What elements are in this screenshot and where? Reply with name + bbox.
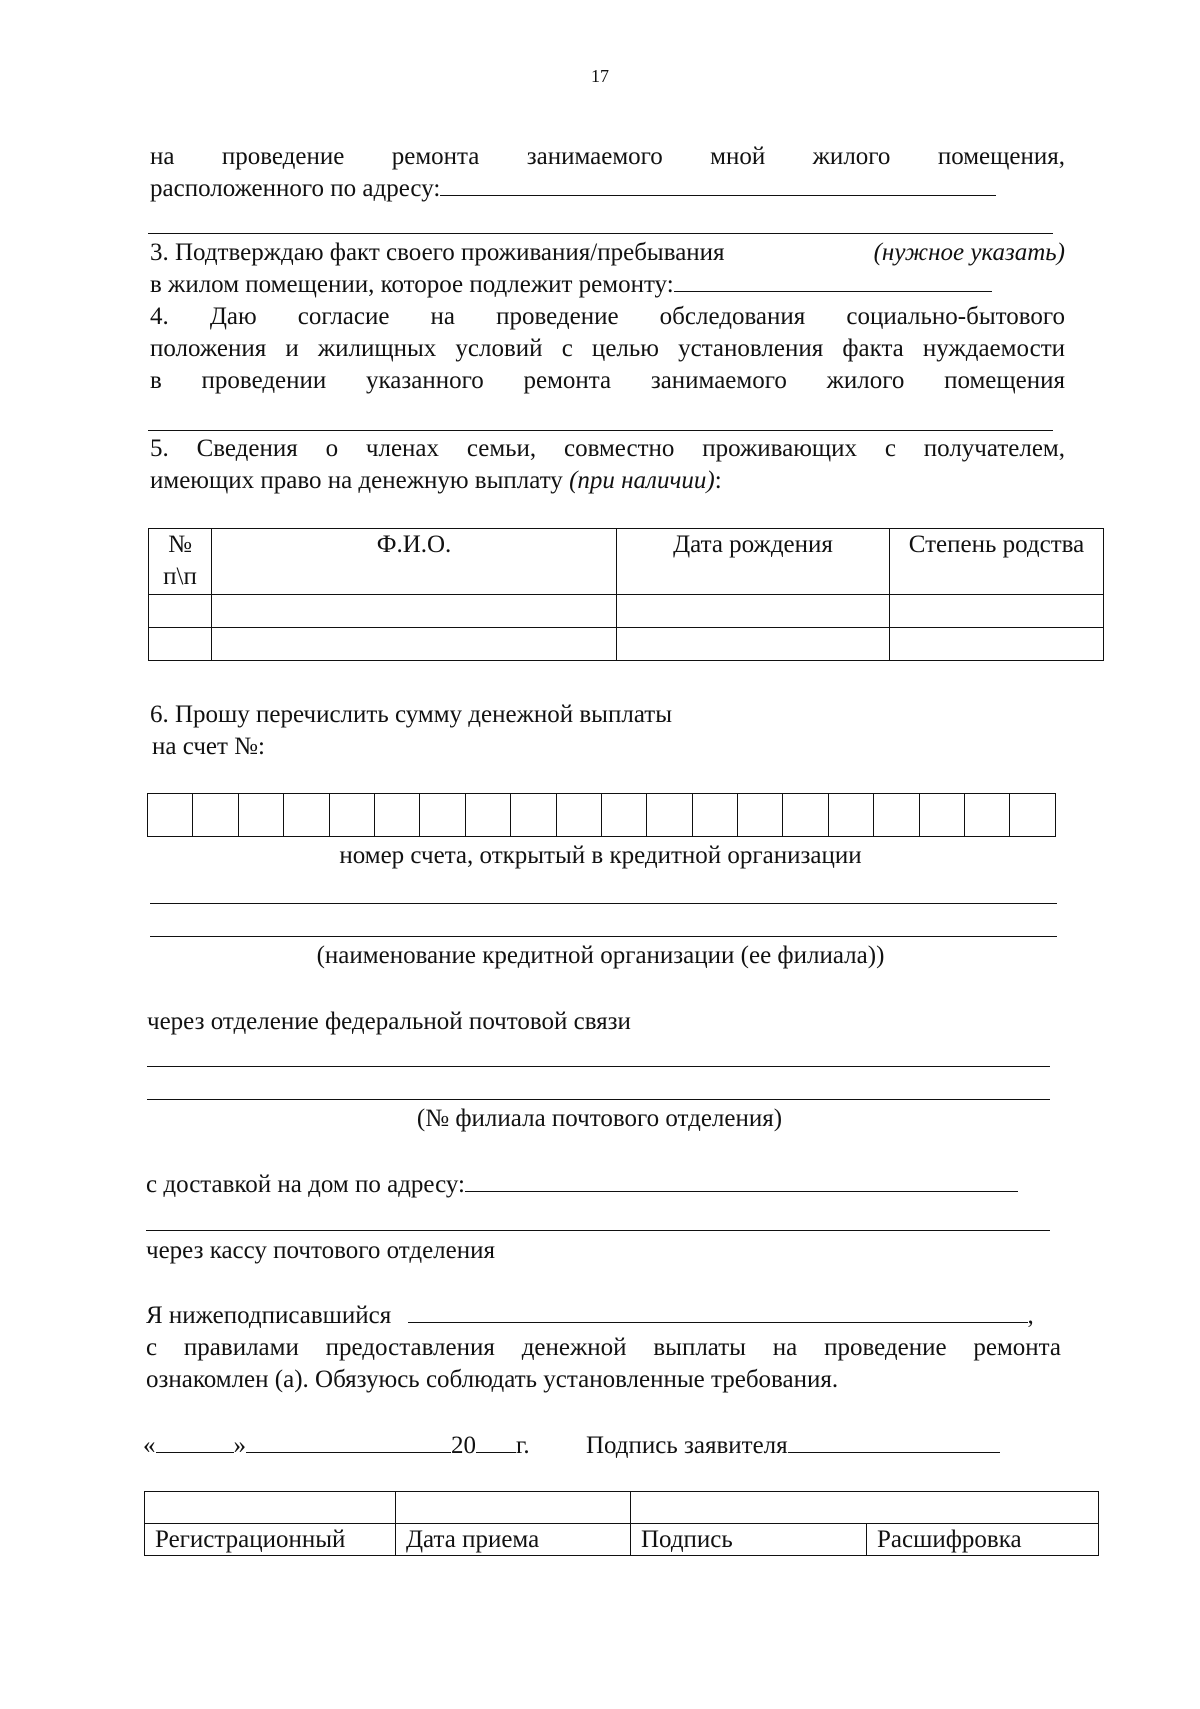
signed-line-2: с правилами предоставления денежной выплаты на проведение ремонта bbox=[146, 1334, 1061, 1361]
header-relationship: Степень родства bbox=[890, 529, 1104, 595]
item4-blank-line bbox=[148, 430, 1053, 431]
account-caption: номер счета, открытый в кредитной организации bbox=[339, 842, 862, 869]
cell[interactable] bbox=[145, 1492, 396, 1524]
family-members-table bbox=[148, 528, 1104, 661]
bank-name-line-1[interactable] bbox=[150, 903, 1057, 904]
page-number: 17 bbox=[591, 66, 609, 86]
family-table-header-row bbox=[149, 529, 1104, 595]
item5-colon: : bbox=[714, 467, 722, 494]
intro-line-1: на проведение ремонта занимаемого мной жилого помещения, bbox=[150, 143, 1065, 170]
cashdesk-label: через кассу почтового отделения bbox=[146, 1237, 495, 1264]
registration-table bbox=[144, 1491, 1099, 1556]
family-table-row bbox=[149, 595, 1104, 628]
address-blank-line-2 bbox=[148, 233, 1053, 234]
year-prefix: 20 bbox=[451, 1432, 476, 1459]
item4-line-1: 4. Даю согласие на проведение обследования социально-бытового bbox=[150, 303, 1065, 330]
header-birth-date: Дата рождения bbox=[617, 529, 890, 595]
delivery-row bbox=[146, 1169, 1061, 1201]
post-label: через отделение федеральной почтовой связи bbox=[147, 1008, 631, 1035]
item4-line-2: положения и жилищных условий с целью установления факта нуждаемости bbox=[150, 335, 1065, 362]
cell[interactable] bbox=[396, 1492, 631, 1524]
signed-comma: , bbox=[1027, 1302, 1034, 1329]
header-registration-number: Регистрационный bbox=[145, 1524, 396, 1556]
item6-line-2: на счет №: bbox=[152, 733, 265, 760]
cell[interactable] bbox=[149, 628, 212, 661]
header-fio: Ф.И.О. bbox=[212, 529, 617, 595]
date-close-quote: » bbox=[233, 1432, 246, 1459]
cell[interactable] bbox=[617, 595, 890, 628]
address-blank bbox=[440, 173, 996, 196]
post-line-2[interactable] bbox=[147, 1099, 1050, 1100]
delivery-address-blank[interactable] bbox=[465, 1169, 1018, 1192]
item5-text: имеющих право на денежную выплату bbox=[150, 467, 563, 494]
item5-italic: (при наличии) bbox=[569, 467, 715, 494]
delivery-label: с доставкой на дом по адресу: bbox=[146, 1171, 466, 1198]
signed-line-3: ознакомлен (а). Обязуюсь соблюдать установленные требования. bbox=[146, 1366, 839, 1393]
cell[interactable] bbox=[212, 595, 617, 628]
post-caption: (№ филиала почтового отделения) bbox=[416, 1105, 783, 1132]
cell[interactable] bbox=[890, 595, 1104, 628]
cell[interactable] bbox=[149, 595, 212, 628]
bank-name-line-2[interactable] bbox=[150, 936, 1057, 937]
post-line-1[interactable] bbox=[147, 1066, 1050, 1067]
day-blank[interactable] bbox=[156, 1430, 234, 1453]
signed-row bbox=[146, 1300, 1061, 1332]
account-number-boxes[interactable] bbox=[147, 793, 1056, 837]
cell[interactable] bbox=[212, 628, 617, 661]
address-label: расположенного по адресу: bbox=[150, 175, 441, 202]
date-open-quote: « bbox=[143, 1432, 156, 1459]
item3-line-2 bbox=[150, 269, 1065, 301]
header-signature: Подпись bbox=[631, 1524, 867, 1556]
item3-text: 3. Подтверждаю факт своего проживания/пребывания bbox=[150, 239, 725, 266]
signer-name-blank[interactable] bbox=[408, 1300, 1028, 1323]
cell[interactable] bbox=[617, 628, 890, 661]
signature-label: Подпись заявителя bbox=[585, 1432, 788, 1459]
month-blank[interactable] bbox=[246, 1430, 451, 1453]
delivery-address-line-2[interactable] bbox=[146, 1230, 1050, 1231]
item3-line-1 bbox=[150, 237, 1065, 269]
signed-label: Я нижеподписавшийся bbox=[146, 1302, 392, 1329]
year-suffix: г. bbox=[516, 1432, 530, 1459]
residence-label: в жилом помещении, которое подлежит ремонту: bbox=[150, 271, 674, 298]
header-number: № п\п bbox=[149, 529, 212, 595]
date-signature-row bbox=[143, 1430, 1063, 1462]
registration-empty-row bbox=[145, 1492, 1099, 1524]
item3-italic: (нужное указать) bbox=[873, 239, 1065, 266]
year-blank[interactable] bbox=[476, 1430, 516, 1453]
signature-blank[interactable] bbox=[788, 1430, 1000, 1453]
intro-line-2 bbox=[150, 173, 1065, 205]
header-transcript: Расшифровка bbox=[867, 1524, 1099, 1556]
bank-caption: (наименование кредитной организации (ее филиала)) bbox=[316, 942, 885, 969]
header-receipt-date: Дата приема bbox=[396, 1524, 631, 1556]
cell[interactable] bbox=[890, 628, 1104, 661]
registration-header-row bbox=[145, 1524, 1099, 1556]
item6-line-1: 6. Прошу перечислить сумму денежной выплаты bbox=[150, 701, 673, 728]
item5-line-1: 5. Сведения о членах семьи, совместно проживающих с получателем, bbox=[150, 435, 1065, 462]
item4-line-3: в проведении указанного ремонта занимаемого жилого помещения bbox=[150, 367, 1065, 394]
cell[interactable] bbox=[631, 1492, 1099, 1524]
item5-line-2 bbox=[150, 465, 1065, 497]
residence-blank bbox=[674, 269, 992, 292]
family-table-row bbox=[149, 628, 1104, 661]
